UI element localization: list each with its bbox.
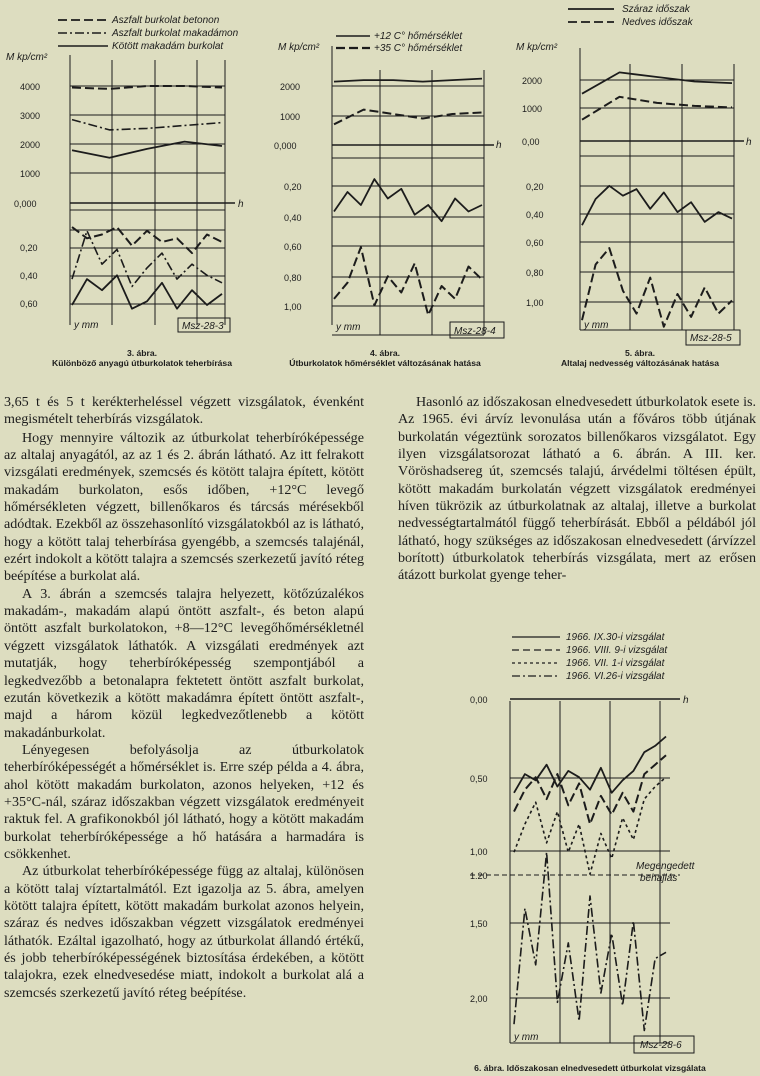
- fig3-caption: [36, 348, 248, 368]
- fig5-caption-text: Altalaj nedvesség változásának hatása: [560, 358, 720, 368]
- fig6-legend-4: 1966. VI.26-i vizsgálat: [566, 671, 665, 682]
- fig4-grid: [332, 46, 494, 335]
- fig5-grid: [580, 48, 744, 330]
- fig4-ylabel: M kp/cm²: [278, 42, 320, 53]
- left-paragraph-2: Hogy mennyire változik az útburkolat teherbíróképessége az altalaj anyagától, az az 1 és 2. ábrán látható. Az itt felrakott vizsgálati eredmények, szemcsés és kötött talajra épített, kötött makadám burkolaton, esős időben, +12°C levegő hőmérsékleten végzett, billenőkaros és tárcsás mérésekből adódtak. Ezekből az összehasonlító vizsgálatokból az is látható, hogy a kötött talaj teherbírása gyengébb, a szemcsés talajénál, ezért indokolt a kötött talajra a szemcsés szerkezetű javító réteg beépítése a burkolat alá.: [4, 429, 364, 585]
- fig5-tick-080: 0,80: [526, 268, 544, 278]
- fig4-tick-2000: 2000: [280, 82, 301, 92]
- fig5-top-plot-series-1: [582, 72, 732, 93]
- left-paragraph-5: Az útburkolat teherbíróképessége függ az altalaj, különösen a kötött talaj víztartalmától. Ezt igazolja az 5. ábra, amelyen kötött talajra épített, kötött makadám burkolat azonos helyein, száraz és nedves időszakban végzett vizsgálatok eredményei láthatók. Ezáltal igazolható, hogy az útburkolat állandó értékű, és jobb teherbíróképességének biztosítása érdekében, a kötött talajokra, ezek elnedvesedése miatt, indokolt a burkolat alá a szemcsés szerkezetű javító réteg beépítése.: [4, 863, 364, 1001]
- fig3-top-plot: [72, 86, 222, 158]
- fig5-caption: [530, 348, 750, 368]
- fig4-tick-080: 0,80: [284, 273, 302, 283]
- fig5-ylabel-bottom: y mm: [584, 320, 609, 331]
- fig5-xlabel: h: [746, 137, 752, 148]
- fig4-xlabel: h: [496, 140, 502, 151]
- fig3-ylabel: M kp/cm²: [6, 52, 48, 63]
- figure-4: [260, 0, 510, 370]
- fig5-tick-0: 0,00: [522, 137, 540, 147]
- left-paragraph-1: 3,65 t és 5 t kerékterheléssel végzett vizsgálatok, évenként megismételt teherbírás vizsgálatok.: [4, 394, 364, 428]
- fig6-tick-100: 1,00: [470, 847, 488, 857]
- right-paragraph-1: Hasonló az időszakosan elnedvesedett útburkolatok esete is. Az 1965. évi árvíz levonulása után a főváros több útjának burkolatán végeztünk sorozatos billenőkaros vizsgálatot. Egy ilyen vizsgálatsorozat látható a 6. ábrán. A III. ker. Vöröshadsereg út, szemcsés talajú, árvédelmi töltésen épült, kötött makadám burkolatán végzett vizsgálatok eredményei híven tükrözik az útburkolatnak az altalaj, illetve a burkolat nedvességtartalmától függő teherbírását. Ebből a példából jól látható, hogy szükséges az időszakosan elnedvesedett (árvízzel borított) útburkolatok teherbírás vizsgálata, mert az erősen átázott burkolat gyenge teher-: [398, 394, 756, 584]
- fig4-tick-020: 0,20: [284, 182, 302, 192]
- fig4-tick-100: 1,00: [284, 302, 302, 312]
- fig4-code: Msz-28-4: [454, 326, 496, 337]
- fig6-plot-series-3: [514, 777, 666, 874]
- fig6-legend-2: 1966. VIII. 9-i vizsgálat: [566, 645, 668, 656]
- fig5-legend-2: Nedves időszak: [622, 17, 693, 28]
- figure-5: [510, 0, 760, 370]
- left-column: [4, 394, 364, 1002]
- fig4-ylabel-bottom: y mm: [336, 322, 361, 333]
- fig4-top-plot-series-1: [334, 79, 482, 82]
- fig5-code: Msz-28-5: [690, 333, 732, 344]
- fig5-tick-040: 0,40: [526, 210, 544, 220]
- fig6-code: Msz-28-6: [640, 1040, 682, 1051]
- fig3-legend-3: Kötött makadám burkolat: [112, 41, 224, 52]
- fig4-tick-040: 0,40: [284, 213, 302, 223]
- fig4-legend: [336, 31, 463, 54]
- left-paragraph-3: A 3. ábrán a szemcsés talajra helyezett, kötőzúzalékos makadám-, makadám alapú öntött aszfalt-, és beton alapú öntött aszfalt burkolatokon, +8—12°C levegőhőmérsékletnél végzett vizsgálatok láthatók. A vizsgálati eredmények azt mutatják, hogy teherbíróképesség szempontjából a legkedvezőbb a betonalapra fektetett öntött aszfalt burkolat, ezután következik a kötött makadámra épített öntött aszfalt-, majd a három közül legkedvezőtlenebb a kötött makadánburkolat.: [4, 585, 364, 741]
- fig4-caption: [265, 348, 505, 368]
- fig6-tick-200: 2,00: [470, 994, 488, 1004]
- fig4-tick-1000: 1000: [280, 112, 301, 122]
- fig3-code: Msz-28-3: [182, 321, 224, 332]
- fig6-tick-150: 1,50: [470, 919, 488, 929]
- fig5-ylabel: M kp/cm²: [516, 42, 558, 53]
- fig5-tick-100: 1,00: [526, 298, 544, 308]
- fig3-ylabel-bottom: y mm: [74, 320, 99, 331]
- fig3-xlabel: h: [238, 199, 244, 210]
- fig3-caption-text: Különböző anyagú útburkolatok teherbírása: [51, 358, 232, 368]
- fig6-legend: [512, 632, 668, 682]
- fig5-bot-plot-series-1: [582, 186, 732, 225]
- fig6-plot-series-1: [514, 737, 666, 793]
- figure-6: [430, 625, 760, 1076]
- fig3-caption-num: 3. ábra.: [126, 348, 158, 358]
- fig4-bot-plot-series-2: [334, 247, 482, 315]
- fig5-bottom-plot: [582, 186, 732, 327]
- fig5-tick-2000: 2000: [522, 76, 543, 86]
- fig3-bottom-plot: [72, 227, 222, 309]
- fig5-tick-020: 0,20: [526, 182, 544, 192]
- fig6-tick-050: 0,50: [470, 774, 488, 784]
- fig3-bot-plot-series-2: [72, 231, 222, 287]
- fig3-tick-020: 0,20: [20, 243, 38, 253]
- fig4-bot-plot-series-1: [334, 179, 482, 221]
- fig3-legend: [58, 15, 239, 52]
- fig3-tick-060: 0,60: [20, 299, 38, 309]
- fig6-legend-1: 1966. IX.30-i vizsgálat: [566, 632, 665, 643]
- fig6-caption-text: Időszakosan elnedvesedett útburkolat vizsgálata: [506, 1063, 706, 1073]
- fig6-legend-3: 1966. VII. 1-i vizsgálat: [566, 658, 665, 669]
- fig5-caption-num: 5. ábra.: [624, 348, 656, 358]
- fig4-top-plot-series-2: [334, 110, 482, 125]
- fig4-legend-1: +12 C° hőmérséklet: [374, 31, 463, 42]
- fig6-caption-num: 6. ábra.: [474, 1063, 505, 1073]
- fig5-tick-060: 0,60: [526, 238, 544, 248]
- fig5-tick-1000: 1000: [522, 104, 543, 114]
- fig4-bottom-plot: [334, 179, 482, 315]
- fig5-legend: [568, 4, 694, 28]
- fig3-tick-3000: 3000: [20, 111, 41, 121]
- fig5-top-plot: [582, 72, 732, 119]
- fig5-legend-1: Száraz időszak: [622, 4, 690, 15]
- fig4-caption-text: Útburkolatok hőmérséklet változásának hatása: [289, 358, 481, 368]
- fig6-ylabel-bottom: y mm: [514, 1032, 539, 1043]
- fig3-tick-0: 0,000: [14, 199, 37, 209]
- fig3-legend-2: Aszfalt burkolat makadámon: [112, 28, 239, 39]
- fig6-annotation-1: Megengedett: [636, 861, 695, 872]
- fig3-tick-1000: 1000: [20, 169, 41, 179]
- fig3-legend-1: Aszfalt burkolat betonon: [112, 15, 220, 26]
- fig4-tick-0: 0,000: [274, 141, 297, 151]
- fig4-legend-2: +35 C° hőmérséklet: [374, 43, 463, 54]
- fig4-caption-num: 4. ábra.: [369, 348, 401, 358]
- fig3-tick-040: 0,40: [20, 271, 38, 281]
- figure-3: [0, 0, 250, 370]
- fig3-top-plot-series-2: [72, 120, 222, 130]
- left-paragraph-4: Lényegesen befolyásolja az útburkolatok teherbíróképességét a hőmérséklet is. Erre szép példa a 4. ábra, ahol kötött makadám burkolaton, azonos helyeken, +12 és +35°C-nál, száraz időszakban végzett vizsgálatok eredményeit raktuk fel. A grafikonokból jól látható, hogy a kötött makadám burkolat teherbíróképessége a hő hatására a harmadára is csökkenhet.: [4, 741, 364, 862]
- fig6-xlabel: h: [683, 695, 689, 706]
- fig6-annotation-2: behajlás: [640, 873, 678, 884]
- fig5-bot-plot-series-2: [582, 248, 732, 327]
- fig3-tick-2000: 2000: [20, 140, 41, 150]
- fig3-tick-4000: 4000: [20, 82, 41, 92]
- fig6-tick-000: 0,00: [470, 695, 488, 705]
- fig6-tick-120: 1.20: [470, 871, 488, 881]
- fig4-top-plot: [334, 79, 482, 125]
- fig6-caption: [440, 1063, 740, 1073]
- fig4-tick-060: 0,60: [284, 242, 302, 252]
- right-column: [398, 394, 756, 585]
